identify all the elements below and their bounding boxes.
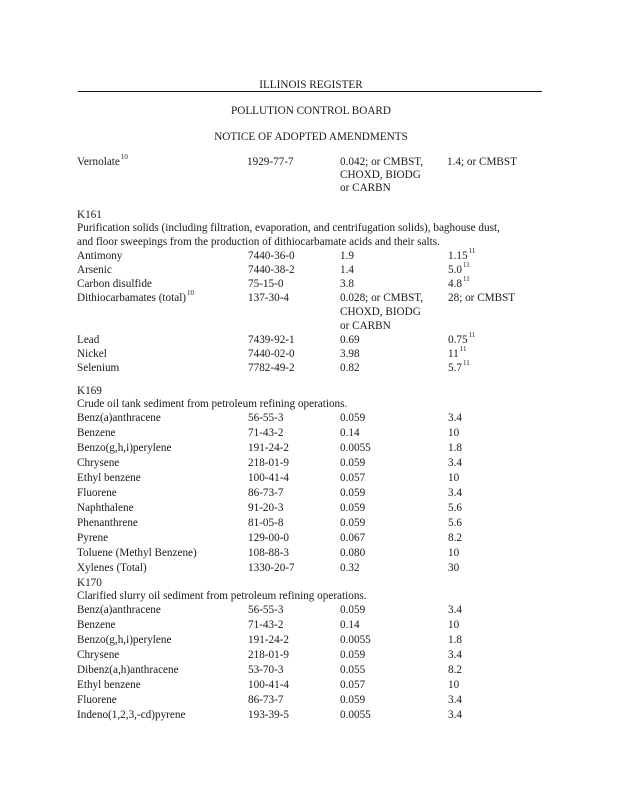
waste-description-line: and floor sweepings from the production of dithiocarbamate acids and their salts. <box>77 236 440 248</box>
constituent-name: Dithiocarbamates (total)$^{10}$ <box>77 289 195 304</box>
nonwastewater-value: 0.75$^{11}$ <box>448 331 476 346</box>
wastewater-line: CHOXD, BIODG <box>340 169 421 181</box>
constituent-name: Naphthalene <box>77 502 134 514</box>
cas-number: 218-01-9 <box>248 457 290 469</box>
register-title: ILLINOIS REGISTER <box>259 79 363 91</box>
cas-number: 7439-92-1 <box>248 334 295 346</box>
constituent-name: Benz(a)anthracene <box>77 604 161 616</box>
footnote-marker: 11 <box>462 275 470 283</box>
table-row <box>77 442 547 455</box>
table-row <box>77 619 547 632</box>
constituent-name: Ethyl benzene <box>77 472 141 484</box>
cas-number: 137-30-4 <box>248 292 290 304</box>
wastewater-value: 0.059 <box>340 457 366 469</box>
table-row <box>77 247 547 263</box>
cas-number: 191-24-2 <box>248 442 290 454</box>
wastewater-value: 0.0055 <box>340 634 371 646</box>
cas-number: 191-24-2 <box>248 634 290 646</box>
wastewater-value: 3.98 <box>340 348 360 360</box>
constituent-name: Indeno(1,2,3,-cd)pyrene <box>77 709 186 721</box>
nonwastewater-value: 10 <box>448 619 460 631</box>
wastewater-line: 0.042; or CMBST, <box>340 156 424 168</box>
wastewater-value: 0.059 <box>340 604 366 616</box>
nonwastewater-value: 5.6 <box>448 502 462 514</box>
nonwastewater-value: 3.4 <box>448 412 462 424</box>
cas-number: 71-43-2 <box>248 619 284 631</box>
cas-number: 100-41-4 <box>248 472 290 484</box>
dithiocarbamates-row <box>77 289 547 332</box>
waste-description-line: Purification solids (including filtration, evaporation, and centrifugation solids), baghouse dust, <box>77 222 500 234</box>
cas-number: 75-15-0 <box>248 278 284 290</box>
wastewater-value: 0.059 <box>340 517 366 529</box>
wastewater-value: 0.69 <box>340 334 360 346</box>
wastewater-value: 0.059 <box>340 502 366 514</box>
constituent-name: Benzene <box>77 619 116 631</box>
table-row <box>77 487 547 500</box>
wastewater-value: 0.14 <box>340 619 360 631</box>
nonwastewater-value: 10 <box>448 472 460 484</box>
table-row <box>77 562 547 575</box>
nonwastewater-value: 3.4 <box>448 649 462 661</box>
constituent-name: Pyrene <box>77 532 109 544</box>
nonwastewater-value: 3.4 <box>448 709 462 721</box>
table-row <box>77 412 547 425</box>
wastewater-value: 0.14 <box>340 427 360 439</box>
nonwastewater-value: 1.15$^{11}$ <box>448 247 476 262</box>
cas-number: 56-55-3 <box>248 604 284 616</box>
nonwastewater-value: 10 <box>448 547 460 559</box>
wastewater-value: 0.32 <box>340 562 360 574</box>
constituent-name: Selenium <box>77 362 120 374</box>
constituent-name: Benz(a)anthracene <box>77 412 161 424</box>
nonwastewater-value: 8.2 <box>448 532 462 544</box>
constituent-name: Carbon disulfide <box>77 278 152 290</box>
table-row <box>77 664 547 677</box>
wastewater-value: 0.059 <box>340 694 366 706</box>
cas-number: 7440-02-0 <box>248 348 295 360</box>
wastewater-value: 0.067 <box>340 532 366 544</box>
table-row <box>77 679 547 692</box>
table-row <box>77 694 547 707</box>
table-row <box>77 517 547 530</box>
wastewater-value: 0.059 <box>340 412 366 424</box>
wastewater-value: 3.8 <box>340 278 354 290</box>
footnote-marker: 11 <box>462 359 470 367</box>
nonwastewater-value: 5.6 <box>448 517 462 529</box>
cas-number: 71-43-2 <box>248 427 284 439</box>
table-row <box>77 634 547 647</box>
cas-number: 1929-77-7 <box>247 156 294 168</box>
waste-description: Clarified slurry oil sediment from petroleum refining operations. <box>77 590 367 602</box>
header-rule <box>78 91 542 92</box>
nonwastewater-value: $5.0^{11}$ <box>448 261 470 276</box>
table-row <box>77 345 547 361</box>
cas-number: 81-05-8 <box>248 517 284 529</box>
wastewater-line: or CARBN <box>340 320 391 332</box>
footnote-marker: 11 <box>468 247 476 255</box>
waste-code-k169: K169 <box>77 385 102 397</box>
table-row <box>77 457 547 470</box>
nonwastewater-value: $5.7^{11}$ <box>448 359 470 374</box>
constituent-name: Xylenes (Total) <box>77 562 147 574</box>
cas-number: 1330-20-7 <box>248 562 295 574</box>
nonwastewater-value: 1.8 <box>448 634 462 646</box>
waste-code-k170: K170 <box>77 577 102 589</box>
cas-number: 91-20-3 <box>248 502 284 514</box>
nonwastewater-value: 10 <box>448 679 460 691</box>
waste-description: Crude oil tank sediment from petroleum refining operations. <box>77 398 348 410</box>
constituent-name: Dibenz(a,h)anthracene <box>77 664 179 676</box>
table-row <box>77 709 547 722</box>
wastewater-line: or CARBN <box>340 182 391 194</box>
wastewater-value: 1.4 <box>340 264 354 276</box>
nonwastewater-value: 28; or CMBST <box>448 292 516 304</box>
wastewater-value: 0.080 <box>340 547 366 559</box>
wastewater-value: 0.0055 <box>340 709 371 721</box>
nonwastewater-value: 10 <box>448 427 460 439</box>
cas-number: 7440-38-2 <box>248 264 295 276</box>
wastewater-value: 0.059 <box>340 649 366 661</box>
constituent-name: Fluorene <box>77 694 117 706</box>
wastewater-value: 0.82 <box>340 362 360 374</box>
cas-number: 7782-49-2 <box>248 362 295 374</box>
constituent-name: Benzo(g,h,i)perylene <box>77 634 172 646</box>
constituent-name: Chrysene <box>77 457 120 469</box>
table-row <box>77 604 547 617</box>
constituent-name: Ethyl benzene <box>77 679 141 691</box>
wastewater-value: 0.057 <box>340 679 366 691</box>
table-row <box>77 502 547 515</box>
constituent-name: Toluene (Methyl Benzene) <box>77 547 197 559</box>
wastewater-line: CHOXD, BIODG <box>340 306 421 318</box>
cas-number: 53-70-3 <box>248 664 284 676</box>
nonwastewater-value: 3.4 <box>448 487 462 499</box>
constituent-name: Nickel <box>77 348 107 360</box>
constituent-name: Chrysene <box>77 649 120 661</box>
table-row <box>77 261 547 277</box>
wastewater-value: 0.057 <box>340 472 366 484</box>
nonwastewater-value: 3.4 <box>448 694 462 706</box>
cas-number: 218-01-9 <box>248 649 290 661</box>
nonwastewater-value: 30 <box>448 562 460 574</box>
notice-title: NOTICE OF ADOPTED AMENDMENTS <box>214 131 408 143</box>
table-row <box>77 649 547 662</box>
cas-number: 56-55-3 <box>248 412 284 424</box>
table-row <box>77 331 547 347</box>
table-row <box>77 472 547 485</box>
nonwastewater-value: 8.2 <box>448 664 462 676</box>
cas-number: 108-88-3 <box>248 547 290 559</box>
constituent-name: Fluorene <box>77 487 117 499</box>
wastewater-value: 0.055 <box>340 664 366 676</box>
nonwastewater-value: $11^{11}$ <box>448 345 467 360</box>
waste-code-k161: K161 <box>77 209 102 221</box>
nonwastewater-value: 3.4 <box>448 457 462 469</box>
table-row <box>77 547 547 560</box>
vernolate-row <box>77 153 547 194</box>
wastewater-value: 0.059 <box>340 487 366 499</box>
nonwastewater-value: $4.8^{11}$ <box>448 275 470 290</box>
cas-number: 86-73-7 <box>248 487 284 499</box>
nonwastewater-value: 3.4 <box>448 604 462 616</box>
footnote-marker: 11 <box>462 261 470 269</box>
board-title: POLLUTION CONTROL BOARD <box>231 105 391 117</box>
constituent-name: Lead <box>77 334 100 346</box>
nonwastewater-value: 1.8 <box>448 442 462 454</box>
wastewater-line: 0.028; or CMBST, <box>340 292 424 304</box>
table-row <box>77 275 547 291</box>
cas-number: 100-41-4 <box>248 679 290 691</box>
constituent-name: Arsenic <box>77 264 112 276</box>
table-row <box>77 427 547 440</box>
table-row <box>77 359 547 375</box>
cas-number: 129-00-0 <box>248 532 290 544</box>
table-row <box>77 532 547 545</box>
cas-number: 193-39-5 <box>248 709 290 721</box>
cas-number: 7440-36-0 <box>248 250 295 262</box>
cas-number: 86-73-7 <box>248 694 284 706</box>
constituent-name: Benzene <box>77 427 116 439</box>
footnote-marker: 11 <box>459 345 467 353</box>
footnote-marker: 11 <box>468 331 476 339</box>
constituent-name: Vernolate$^{10}$ <box>77 153 128 168</box>
wastewater-value: 0.0055 <box>340 442 371 454</box>
constituent-name: Phenanthrene <box>77 517 138 529</box>
constituent-name: Antimony <box>77 250 123 262</box>
nonwastewater-value: 1.4; or CMBST <box>447 156 517 168</box>
constituent-name: Benzo(g,h,i)perylene <box>77 442 172 454</box>
wastewater-value: 1.9 <box>340 250 354 262</box>
